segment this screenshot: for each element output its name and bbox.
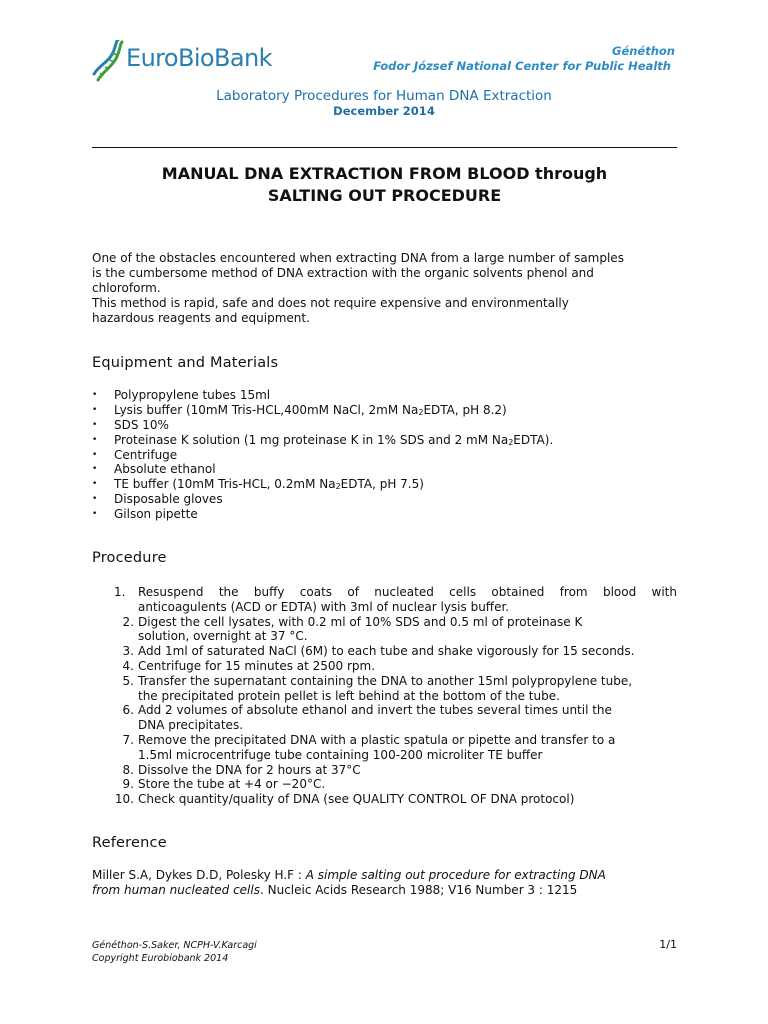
- intro-paragraph: [92, 251, 682, 326]
- list-item: • Polypropylene tubes 15ml: [92, 388, 271, 402]
- equipment-heading: Equipment and Materials: [92, 355, 279, 371]
- procedure-steps: [114, 585, 677, 807]
- logo-wordmark: EuroBioBank: [126, 44, 272, 72]
- page-number: 1/1: [659, 938, 677, 951]
- procedure-step: 8. Dissolve the DNA for 2 hours at 37°C: [122, 762, 361, 777]
- reference-heading: Reference: [92, 835, 167, 851]
- footer-copyright: Copyright Eurobiobank 2014: [92, 953, 229, 964]
- document-title: [92, 163, 677, 207]
- procedure-step: 1. Resuspend the buffy coats of nucleated cells obtained from blood with anticoagulents (ACD or EDTA) with 3ml of nuclear lysis buffer.: [114, 585, 677, 614]
- list-item: • TE buffer (10mM Tris-HCL, 0.2mM $Na_2EDTA$, pH 7.5): [92, 477, 424, 492]
- procedure-step: 6. Add 2 volumes of absolute ethanol and invert the tubes several times until the DNA precipitates.: [122, 703, 612, 733]
- header-divider: [92, 147, 677, 148]
- procedure-step: 2. Digest the cell lysates, with 0.2 ml of 10% SDS and 0.5 ml of proteinase K solution, overnight at 37 °C.: [122, 614, 583, 644]
- citation-title: from human nucleated cells: [92, 883, 260, 897]
- procedure-step: 9. Store the tube at +4 or −20°C.: [122, 777, 326, 792]
- citation-title: A simple salting out procedure for extracting DNA: [305, 868, 606, 882]
- intro-line: This method is rapid, safe and does not require expensive and environmentally: [92, 296, 569, 310]
- org-ncph: Fodor József National Center for Public Health: [373, 59, 671, 73]
- procedure-step: 7. Remove the precipitated DNA with a plastic spatula or pipette and transfer to a 1.5ml microcentrifuge tube containing 100-200 microliter TE buffer: [122, 732, 616, 762]
- procedure-step: 5. Transfer the supernatant containing the DNA to another 15ml polypropylene tube, the precipitated protein pellet is left behind at the bottom of the tube.: [122, 673, 633, 703]
- procedure-step: 4. Centrifuge for 15 minutes at 2500 rpm.: [122, 658, 376, 673]
- procedure-step: 3. Add 1ml of saturated NaCl (6M) to each tube and shake vigorously for 15 seconds.: [122, 644, 635, 659]
- list-item: • Lysis buffer (10mM Tris-HCL,400mM NaCl, 2mM $Na_2EDTA$, pH 8.2): [92, 402, 507, 417]
- eurobiobank-logo: [92, 40, 272, 84]
- procedure-heading: Procedure: [92, 550, 167, 566]
- procedures-title: Laboratory Procedures for Human DNA Extraction: [216, 88, 552, 104]
- dna-helix-icon: [92, 40, 126, 84]
- list-item: • Proteinase K solution (1 mg proteinase K in 1% SDS and 2 mM $Na_2EDTA$).: [92, 432, 554, 447]
- citation-journal: . Nucleic Acids Research 1988; V16 Number 3 : 1215: [259, 883, 578, 897]
- equipment-list: [92, 388, 682, 522]
- title-line-1: MANUAL DNA EXTRACTION FROM BLOOD through: [161, 164, 608, 183]
- title-line-2: SALTING OUT PROCEDURE: [267, 186, 502, 205]
- intro-line: chloroform.: [92, 281, 161, 295]
- procedures-date: December 2014: [333, 104, 435, 118]
- intro-line: hazardous reagents and equipment.: [92, 311, 310, 325]
- intro-line: One of the obstacles encountered when extracting DNA from a large number of samples: [92, 251, 624, 265]
- intro-line: is the cumbersome method of DNA extraction with the organic solvents phenol and: [92, 266, 594, 280]
- list-item: • Disposable gloves: [92, 492, 223, 507]
- list-item: • SDS 10%: [92, 417, 169, 432]
- reference-citation: [92, 868, 682, 898]
- list-item: • Gilson pipette: [92, 507, 198, 522]
- list-item: • Absolute ethanol: [92, 462, 216, 477]
- procedure-step: 10. Check quantity/quality of DNA (see QUALITY CONTROL OF DNA protocol): [114, 792, 575, 807]
- org-genethon: Généthon: [612, 44, 675, 58]
- citation-authors: Miller S.A, Dykes D.D, Polesky H.F :: [92, 868, 306, 882]
- footer-authors: Généthon-S.Saker, NCPH-V.Karcagi: [92, 940, 257, 951]
- list-item: • Centrifuge: [92, 447, 178, 462]
